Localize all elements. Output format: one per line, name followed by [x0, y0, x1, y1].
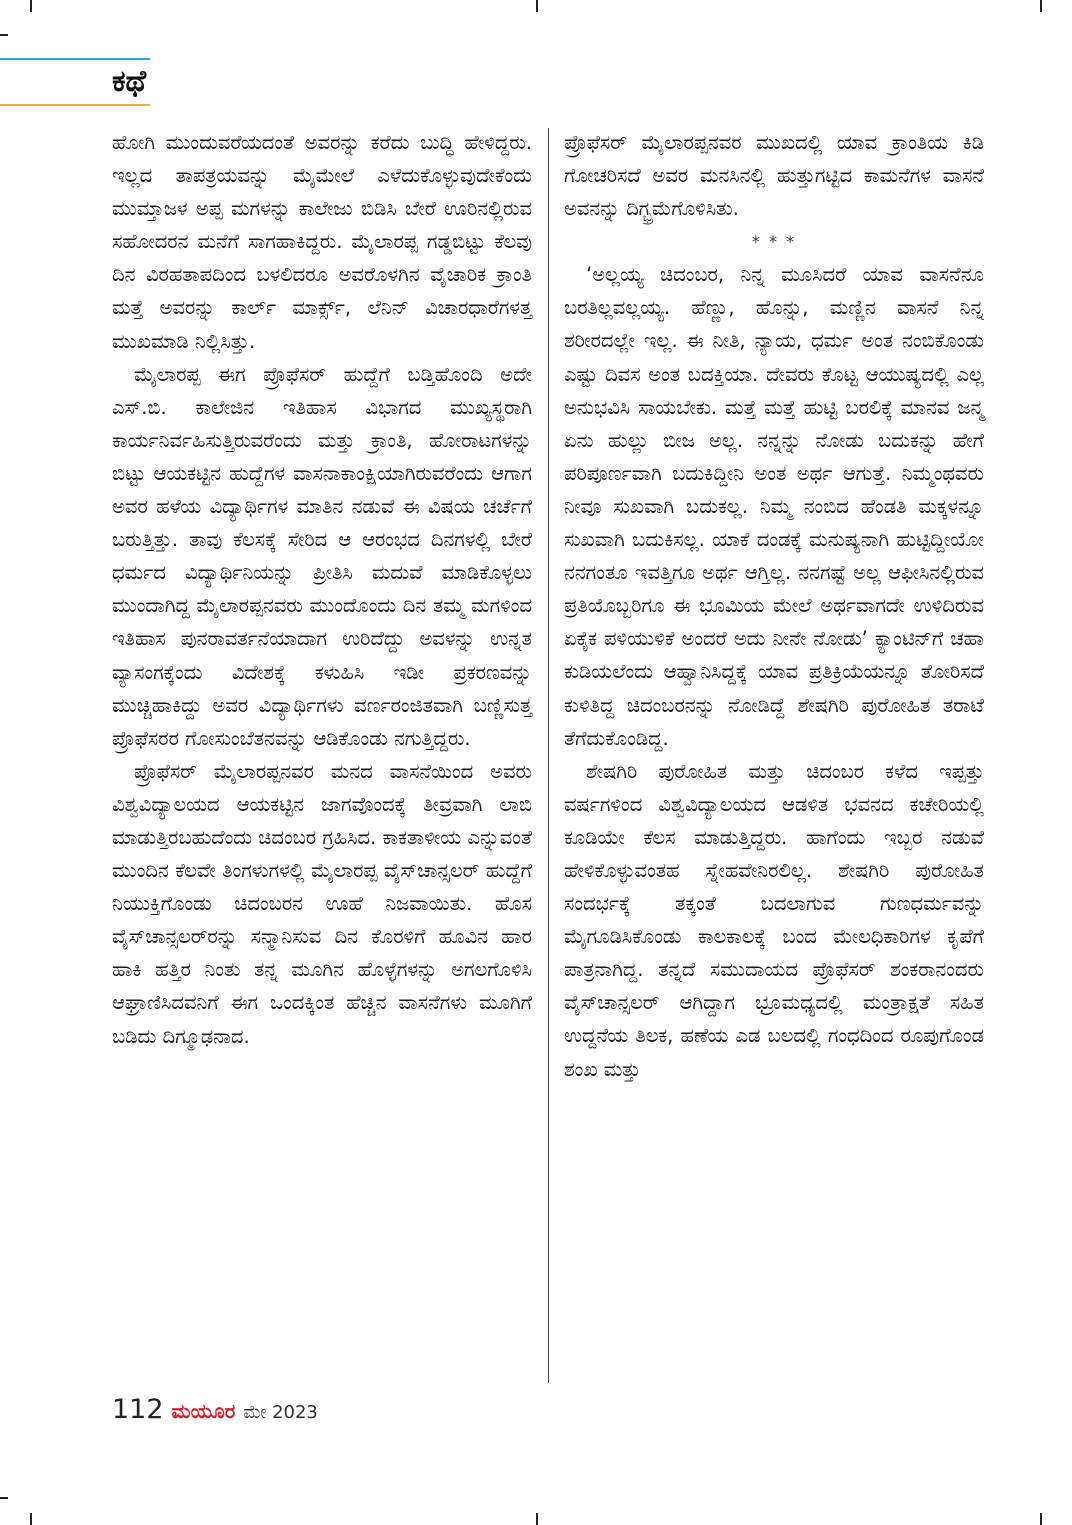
paragraph: ಮೈಲಾರಪ್ಪ ಈಗ ಪ್ರೊಫೆಸರ್ ಹುದ್ದೆಗೆ ಬಡ್ತಿಹೊಂದಿ ಅದೇ ಎಸ್.ಬಿ. ಕಾಲೇಜಿನ ಇತಿಹಾಸ ವಿಭಾಗದ ಮುಖ್ಯಸ್ಥರಾಗಿ ಕಾರ್ಯನಿರ್ವಹಿಸುತ್ತಿರುವರೆಂದು ಮತ್ತು ಕ್ರಾಂತಿ, ಹೋರಾಟಗಳನ್ನು ಬಿಟ್ಟು ಆಯಕಟ್ಟಿನ ಹುದ್ದೆಗಳ ವಾಸನಾಕಾಂಕ್ಷಿಯಾಗಿರುವರೆಂದು ಆಗಾಗ ಅವರ ಹಳೆಯ ವಿದ್ಯಾರ್ಥಿಗಳ ಮಾತಿನ ನಡುವೆ ಈ ವಿಷಯ ಚರ್ಚೆಗೆ ಬರುತ್ತಿತ್ತು. ತಾವು ಕೆಲಸಕ್ಕೆ ಸೇರಿದ ಆ ಆರಂಭದ ದಿನಗಳಲ್ಲಿ ಬೇರೆ ಧರ್ಮದ ವಿದ್ಯಾರ್ಥಿನಿಯನ್ನು ಪ್ರೀತಿಸಿ ಮದುವೆ ಮಾಡಿಕೊಳ್ಳಲು ಮುಂದಾಗಿದ್ದ ಮೈಲಾರಪ್ಪನವರು ಮುಂದೊಂದು ದಿನ ತಮ್ಮ ಮಗಳಿಂದ ಇತಿಹಾಸ ಪುನರಾವರ್ತನೆಯಾದಾಗ ಉರಿದೆದ್ದು ಅವಳನ್ನು ಉನ್ನತ ವ್ಯಾಸಂಗಕ್ಕೆಂದು ವಿದೇಶಕ್ಕೆ ಕಳುಹಿಸಿ ಇಡೀ ಪ್ರಕರಣವನ್ನು ಮುಚ್ಚಿಹಾಕಿದ್ದು ಅವರ ವಿದ್ಯಾರ್ಥಿಗಳು ವರ್ಣರಂಜಿತವಾಗಿ ಬಣ್ಣಿಸುತ್ತ ಪ್ರೊಫೆಸರರ ಗೋಸುಂಬೆತನವನ್ನು ಆಡಿಕೊಂಡು ನಗುತ್ತಿದ್ದರು. — [112, 362, 532, 750]
paragraph: ‘ಅಲ್ಲಯ್ಯ ಚಿದಂಬರ, ನಿನ್ನ ಮೂಸಿದರೆ ಯಾವ ವಾಸನೆನೂ ಬರತಿಲ್ಲವಲ್ಲಯ್ಯ. ಹೆಣ್ಣು, ಹೊನ್ನು, ಮಣ್ಣಿನ ವಾಸನೆ ನಿನ್ನ ಶರೀರದಲ್ಲೇ ಇಲ್ಲ. ಈ ನೀತಿ, ನ್ಯಾಯ, ಧರ್ಮ ಅಂತ ನಂಬಿಕೊಂಡು ಎಷ್ಟು ದಿವಸ ಅಂತ ಬದಕ್ತಿಯಾ. ದೇವರು ಕೊಟ್ಟ ಆಯುಷ್ಯದಲ್ಲಿ ಎಲ್ಲ ಅನುಭವಿಸಿ ಸಾಯಬೇಕು. ಮತ್ತೆ ಮತ್ತೆ ಹುಟ್ಟಿ ಬರಲಿಕ್ಕೆ ಮಾನವ ಜನ್ಮ ಏನು ಹುಲ್ಲು ಬೀಜ ಅಲ್ಲ. ನನ್ನನ್ನು ನೋಡು ಬದುಕನ್ನು ಹೇಗೆ ಪರಿಪೂರ್ಣವಾಗಿ ಬದುಕಿದ್ದೀನಿ ಅಂತ ಅರ್ಥ ಆಗುತ್ತೆ. ನಿಮ್ಮಂಥವರು ನೀವೂ ಸುಖವಾಗಿ ಬದುಕಲ್ಲ. ನಿಮ್ಮ ನಂಬಿದ ಹೆಂಡತಿ ಮಕ್ಕಳನ್ನೂ ಸುಖವಾಗಿ ಬದುಕಿಸಲ್ಲ. ಯಾಕೆ ದಂಡಕ್ಕೆ ಮನುಷ್ಯನಾಗಿ ಹುಟ್ಟಿದ್ದೀಯೋ ನನಗಂತೂ ಇವತ್ತಿಗೂ ಅರ್ಥ ಆಗ್ತಿಲ್ಲ. ನನಗಷ್ಟೆ ಅಲ್ಲ ಆಫೀಸಿನಲ್ಲಿರುವ ಪ್ರತಿಯೊಬ್ಬರಿಗೂ ಈ ಭೂಮಿಯ ಮೇಲೆ ಅರ್ಥವಾಗದೇ ಉಳಿದಿರುವ ಏಕೈಕ ಪಳಿಯುಳಿಕೆ ಅಂದರೆ ಅದು ನೀನೇ ನೋಡು’ ಕ್ಯಾಂಟಿನ್‌ಗೆ ಚಹಾ ಕುಡಿಯಲೆಂದು ಆಹ್ವಾನಿಸಿದ್ದಕ್ಕೆ ಯಾವ ಪ್ರತಿಕ್ರಿಯೆಯನ್ನೂ ತೋರಿಸದೆ ಕುಳಿತಿದ್ದ ಚಿದಂಬರನನ್ನು ನೋಡಿದ್ದೆ ಶೇಷಗಿರಿ ಪುರೋಹಿತ ತರಾಟೆ ತೆಗೆದುಕೊಂಡಿದ್ದ. — [564, 263, 984, 750]
crop-mark — [30, 1513, 32, 1525]
paragraph: ಶೇಷಗಿರಿ ಪುರೋಹಿತ ಮತ್ತು ಚಿದಂಬರ ಕಳೆದ ಇಪ್ಪತ್ತು ವರ್ಷಗಳಿಂದ ವಿಶ್ವವಿದ್ಯಾಲಯದ ಆಡಳಿತ ಭವನದ ಕಚೇರಿಯಲ್ಲಿ ಕೂಡಿಯೇ ಕೆಲಸ ಮಾಡುತ್ತಿದ್ದರು. ಹಾಗೆಂದು ಇಬ್ಬರ ನಡುವೆ ಹೇಳಿಕೊಳ್ಳುವಂತಹ ಸ್ನೇಹವೇನಿರಲಿಲ್ಲ. ಶೇಷಗಿರಿ ಪುರೋಹಿತ ಸಂದರ್ಭಕ್ಕೆ ತಕ್ಕಂತೆ ಬದಲಾಗುವ ಗುಣಧರ್ಮವನ್ನು ಮೈಗೂಡಿಸಿಕೊಂಡು ಕಾಲಕಾಲಕ್ಕೆ ಬಂದ ಮೇಲಧಿಕಾರಿಗಳ ಕೃಪೆಗೆ ಪಾತ್ರನಾಗಿದ್ದ. ತನ್ನದೆ ಸಮುದಾಯದ ಪ್ರೊಫೆಸರ್ ಶಂಕರಾನಂದರು ವೈಸ್‌ಚಾನ್ಸಲರ್ ಆಗಿದ್ದಾಗ ಭ್ರೂಮಧ್ಯದಲ್ಲಿ ಮಂತ್ರಾಕ್ಷತೆ ಸಹಿತ ಉದ್ದನೆಯ ತಿಲಕ, ಹಣೆಯ ಎಡ ಬಲದಲ್ಲಿ ಗಂಧದಿಂದ ರೂಪುಗೊಂಡ ಶಂಖ ಮತ್ತು — [564, 759, 984, 1081]
magazine-logo: ಮಯೂರ — [171, 1399, 236, 1423]
header-rule-bottom — [0, 104, 150, 106]
column-right — [564, 126, 984, 1086]
paragraph: ಪ್ರೊಫೆಸರ್ ಮೈಲಾರಪ್ಪನವರ ಮುಖದಲ್ಲಿ ಯಾವ ಕ್ರಾಂತಿಯ ಕಿಡಿ ಗೋಚರಿಸದೆ ಅವರ ಮನಸಿನಲ್ಲಿ ಹುತ್ತುಗಟ್ಟಿದ ಕಾಮನೆಗಳ ವಾಸನೆ ಅವನನ್ನು ದಿಗ್ಭ್ರಮೆಗೊಳಿಸಿತು. — [564, 131, 984, 221]
page-number: 112 — [112, 1394, 164, 1425]
section-title: ಕಥೆ — [112, 64, 147, 99]
crop-mark — [536, 1513, 538, 1525]
crop-mark — [536, 0, 538, 12]
header-rule-top — [0, 58, 150, 60]
crop-mark — [0, 1497, 8, 1499]
issue-date: ಮೇ 2023 — [243, 1402, 318, 1423]
section-break: * * * — [751, 232, 797, 252]
crop-mark — [30, 0, 32, 12]
crop-mark — [0, 34, 8, 36]
paragraph: ಪ್ರೊಫೆಸರ್ ಮೈಲಾರಪ್ಪನವರ ಮನದ ವಾಸನೆಯಿಂದ ಅವರು ವಿಶ್ವವಿದ್ಯಾಲಯದ ಆಯಕಟ್ಟಿನ ಜಾಗವೊಂದಕ್ಕೆ ತೀವ್ರವಾಗಿ ಲಾಬಿ ಮಾಡುತ್ತಿರಬಹುದೆಂದು ಚಿದಂಬರ ಗ್ರಹಿಸಿದ. ಕಾಕತಾಳೀಯ ಎನ್ನುವಂತೆ ಮುಂದಿನ ಕೆಲವೇ ತಿಂಗಳುಗಳಲ್ಲಿ ಮೈಲಾರಪ್ಪ ವೈಸ್‌ಚಾನ್ಸಲರ್ ಹುದ್ದೆಗೆ ನಿಯುಕ್ತಿಗೊಂಡು ಚಿದಂಬರನ ಊಹೆ ನಿಜವಾಯಿತು. ಹೊಸ ವೈಸ್‌ಚಾನ್ಸಲರ್‌ರನ್ನು ಸನ್ಮಾನಿಸುವ ದಿನ ಕೊರಳಿಗೆ ಹೂವಿನ ಹಾರ ಹಾಕಿ ಹತ್ತಿರ ನಿಂತು ತನ್ನ ಮೂಗಿನ ಹೊಳ್ಳೆಗಳನ್ನು ಅಗಲಗೊಳಿಸಿ ಆಘ್ರಾಣಿಸಿದವನಿಗೆ ಈಗ ಒಂದಕ್ಕಿಂತ ಹೆಚ್ಚಿನ ವಾಸನೆಗಳು ಮೂಗಿಗೆ ಬಡಿದು ದಿಗ್ಮೂಢನಾದ. — [112, 759, 532, 1048]
column-left — [112, 126, 532, 1053]
paragraph: ಹೋಗಿ ಮುಂದುವರೆಯದಂತೆ ಅವರನ್ನು ಕರೆದು ಬುದ್ಧಿ ಹೇಳಿದ್ದರು. ಇಲ್ಲದ ತಾಪತ್ರಯವನ್ನು ಮೈಮೇಲೆ ಎಳೆದುಕೊಳ್ಳುವುದೇಕೆಂದು ಮುಮ್ತಾಜಳ ಅಪ್ಪ ಮಗಳನ್ನು ಕಾಲೇಜು ಬಿಡಿಸಿ ಬೇರೆ ಊರಿನಲ್ಲಿರುವ ಸಹೋದರನ ಮನೆಗೆ ಸಾಗಹಾಕಿದ್ದರು. ಮೈಲಾರಪ್ಪ ಗಡ್ಡಬಿಟ್ಟು ಕೆಲವು ದಿನ ವಿರಹತಾಪದಿಂದ ಬಳಲಿದರೂ ಅವರೊಳಗಿನ ವೈಚಾರಿಕ ಕ್ರಾಂತಿ ಮತ್ತೆ ಅವರನ್ನು ಕಾರ್ಲ್ ಮಾರ್ಕ್ಸ್, ಲೆನಿನ್ ವಿಚಾರಧಾರೆಗಳತ್ತ ಮುಖಮಾಡಿ ನಿಲ್ಲಿಸಿತ್ತು. — [112, 131, 532, 353]
column-divider — [548, 128, 549, 1383]
crop-mark — [1040, 0, 1042, 12]
folio — [112, 1394, 318, 1428]
crop-mark — [1040, 1513, 1042, 1525]
